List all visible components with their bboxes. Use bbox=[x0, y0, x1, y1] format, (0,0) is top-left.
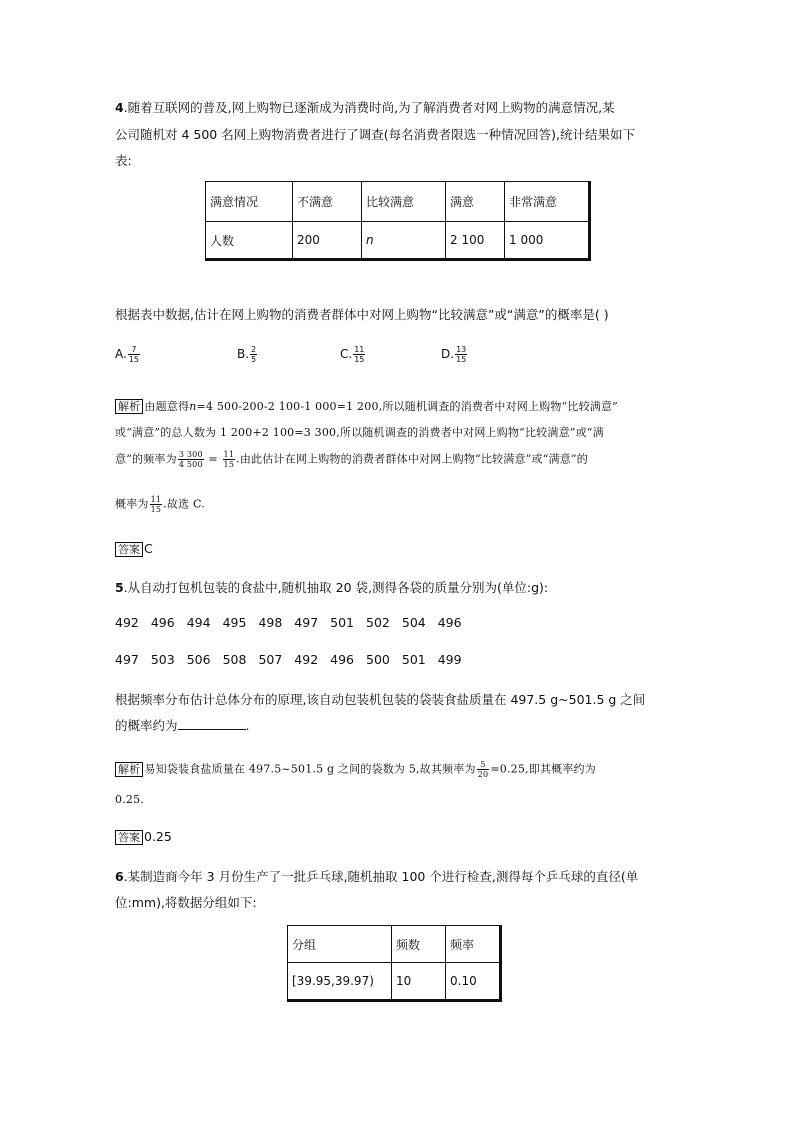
q4-line-2: 公司随机对 4 500 名网上购物消费者进行了调查(每名消费者限选一种情况回答),统计结果如下 bbox=[115, 127, 635, 142]
q6-table-header: 频率 bbox=[446, 926, 501, 963]
fraction: $\frac{13}{15}$ bbox=[456, 345, 467, 364]
q4-answer: 答案 C bbox=[115, 541, 153, 557]
q4-line-3: 表: bbox=[115, 153, 132, 168]
q6-line-1: 6.某制造商今年 3 月份生产了一批乒乓球,随机抽取 100 个进行检查,测得每个乒乓球的直径(单 bbox=[115, 869, 639, 884]
q5-answer: 答案 0.25 bbox=[115, 829, 172, 845]
q4-table-cell: 2 100 bbox=[446, 222, 505, 260]
q5-line-5: 的概率约为 . bbox=[115, 718, 250, 733]
q4-table-cell: n bbox=[362, 222, 446, 260]
q6-table-cell: 10 bbox=[392, 963, 446, 1001]
q6-table-cell: 0.10 bbox=[446, 963, 501, 1001]
fraction: $\frac{7}{15}$ bbox=[128, 345, 139, 364]
answer-tag: 答案 bbox=[115, 542, 143, 557]
q6-table-header: 频数 bbox=[392, 926, 446, 963]
q4-question: 根据表中数据,估计在网上购物的消费者群体中对网上购物“比较满意”或“满意”的概率是( ) bbox=[115, 307, 609, 322]
analysis-tag: 解析 bbox=[115, 762, 143, 777]
q4-option-b: B. $\frac{2}{5}$ bbox=[237, 345, 257, 364]
fraction: $\frac{3 300}{4 500}$ bbox=[178, 450, 203, 469]
q6-table bbox=[287, 925, 502, 1002]
fraction: $\frac{11}{15}$ bbox=[150, 495, 162, 514]
fraction: $\frac{2}{5}$ bbox=[251, 345, 257, 364]
q4-option-d: D. $\frac{13}{15}$ bbox=[441, 345, 467, 364]
q6-line-2: 位:mm),将数据分组如下: bbox=[115, 895, 257, 910]
q4-option-c: C. $\frac{11}{15}$ bbox=[340, 345, 365, 364]
q4-analysis-line-4: 概率为 $\frac{11}{15}$ .故选 C. bbox=[115, 495, 205, 514]
q5-analysis-line-1: 解析 易知袋装食盐质量在 497.5~501.5 g 之间的袋数为 5,故其频率为 $\frac{5}{20}$ =0.25,即其概率约为 bbox=[115, 760, 596, 779]
q4-table-header: 满意 bbox=[446, 182, 505, 222]
q4-table-header: 满意情况 bbox=[206, 182, 293, 222]
q4-line-1: 4.随着互联网的普及,网上购物已逐渐成为消费时尚,为了解消费者对网上购物的满意情况,某 bbox=[115, 100, 615, 115]
q4-number: 4 bbox=[115, 100, 124, 115]
q4-table-cell: 1 000 bbox=[505, 222, 590, 260]
q6-table-header: 分组 bbox=[288, 926, 392, 963]
q4-analysis-line-2: 或“满意”的总人数为 1 200+2 100=3 300,所以随机调查的消费者中对网上购物“比较满意”或“满 bbox=[115, 426, 604, 439]
q6-number: 6 bbox=[115, 869, 124, 884]
q4-table-header: 非常满意 bbox=[505, 182, 590, 222]
q4-table-cell: 人数 bbox=[206, 222, 293, 260]
answer-blank bbox=[178, 718, 246, 730]
analysis-tag: 解析 bbox=[115, 399, 143, 414]
q4-table-cell: 200 bbox=[293, 222, 362, 260]
fraction: $\frac{11}{15}$ bbox=[223, 450, 235, 469]
q4-table bbox=[205, 181, 591, 261]
q4-table-header: 比较满意 bbox=[362, 182, 446, 222]
q4-analysis-line-3: 意”的频率为 $\frac{3 300}{4 500}$ = $\frac{11}{15}$ .由此估计在网上购物的消费者群体中对网上购物“比较满意”或“满意”的 bbox=[115, 450, 588, 469]
q5-data-row-1: 492 496 494 495 498 497 501 502 504 496 bbox=[115, 615, 462, 630]
q4-table-header: 不满意 bbox=[293, 182, 362, 222]
q5-number: 5 bbox=[115, 580, 124, 595]
q4-option-a: A. $\frac{7}{15}$ bbox=[115, 345, 139, 364]
q5-line-4: 根据频率分布估计总体分布的原理,该自动包装机包装的袋装食盐质量在 497.5 g~501.5 g 之间 bbox=[115, 692, 646, 707]
fraction: $\frac{11}{15}$ bbox=[354, 345, 365, 364]
q5-data-row-2: 497 503 506 508 507 492 496 500 501 499 bbox=[115, 652, 462, 667]
q5-analysis-line-2: 0.25. bbox=[115, 793, 144, 806]
answer-tag: 答案 bbox=[115, 830, 143, 845]
q5-line-1: 5.从自动打包机包装的食盐中,随机抽取 20 袋,测得各袋的质量分别为(单位:g): bbox=[115, 580, 549, 595]
q6-table-cell: [39.95,39.97) bbox=[288, 963, 392, 1001]
q4-analysis-line-1: 解析 由题意得n=4 500-200-2 100-1 000=1 200,所以随机调查的消费者中对网上购物“比较满意” bbox=[115, 398, 618, 414]
fraction: $\frac{5}{20}$ bbox=[477, 760, 489, 779]
